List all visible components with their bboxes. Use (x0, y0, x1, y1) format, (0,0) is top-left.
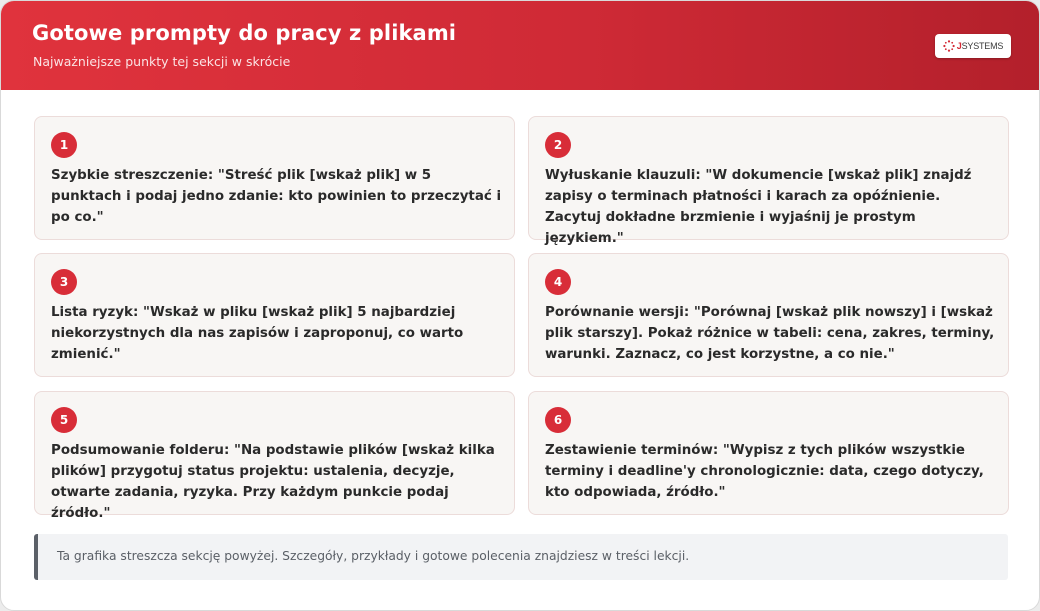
card-number-badge: 4 (545, 269, 571, 295)
note-text: Ta grafika streszcza sekcję powyżej. Szczegóły, przykłady i gotowe polecenia znajdziesz w treści lekcji. (57, 549, 690, 563)
card-text: Szybkie streszczenie: "Streść plik [wskaż plik] w 5 punktach i podaj jedno zdanie: kto powinien to przeczytać i po co." (51, 168, 502, 225)
card-text: Zestawienie terminów: "Wypisz z tych plików wszystkie terminy i deadline'y chronologicznie: data, czego dotyczy, kto odpowiada, źródło." (545, 443, 984, 500)
summary-note (34, 534, 1008, 580)
card-number-badge: 6 (545, 407, 571, 433)
card-number-badge: 2 (545, 132, 571, 158)
card-number-badge: 5 (51, 407, 77, 433)
card-text: Lista ryzyk: "Wskaż w pliku [wskaż plik] 5 najbardziej niekorzystnych dla nas zapisów i zaproponuj, co warto zmienić." (51, 305, 464, 362)
jsystems-logo-icon (943, 40, 955, 52)
card-number-badge: 3 (51, 269, 77, 295)
header-banner (1, 1, 1040, 90)
prompt-card-1 (34, 116, 515, 240)
prompt-card-2 (528, 116, 1009, 246)
page-title: Gotowe prompty do pracy z plikami (32, 21, 457, 45)
jsystems-logo (935, 34, 1011, 58)
prompt-card-5 (34, 391, 515, 521)
card-text: Porównanie wersji: "Porównaj [wskaż plik nowszy] i [wskaż plik starszy]. Pokaż różnice w tabeli: cena, zakres, terminy, warunki. Zaznacz, co jest korzystne, a co nie." (545, 305, 995, 362)
card-text: Podsumowanie folderu: "Na podstawie plików [wskaż kilka plików] przygotuj status projektu: ustalenia, decyzje, otwarte zadania, ryzyka. Przy każdym punkcie podaj źródło." (51, 443, 495, 521)
prompt-card-6 (528, 391, 1009, 515)
prompt-card-3 (34, 253, 515, 377)
card-number-badge: 1 (51, 132, 77, 158)
card-text: Wyłuskanie klauzuli: "W dokumencie [wskaż plik] znajdź zapisy o terminach płatności i karach za opóźnienie. Zacytuj dokładne brzmienie i wyjaśnij je prostym językiem." (545, 168, 972, 246)
logo-text: JSYSTEMS (956, 41, 1004, 51)
page-subtitle: Najważniejsze punkty tej sekcji w skrócie (33, 54, 291, 69)
prompt-card-4 (528, 253, 1009, 377)
